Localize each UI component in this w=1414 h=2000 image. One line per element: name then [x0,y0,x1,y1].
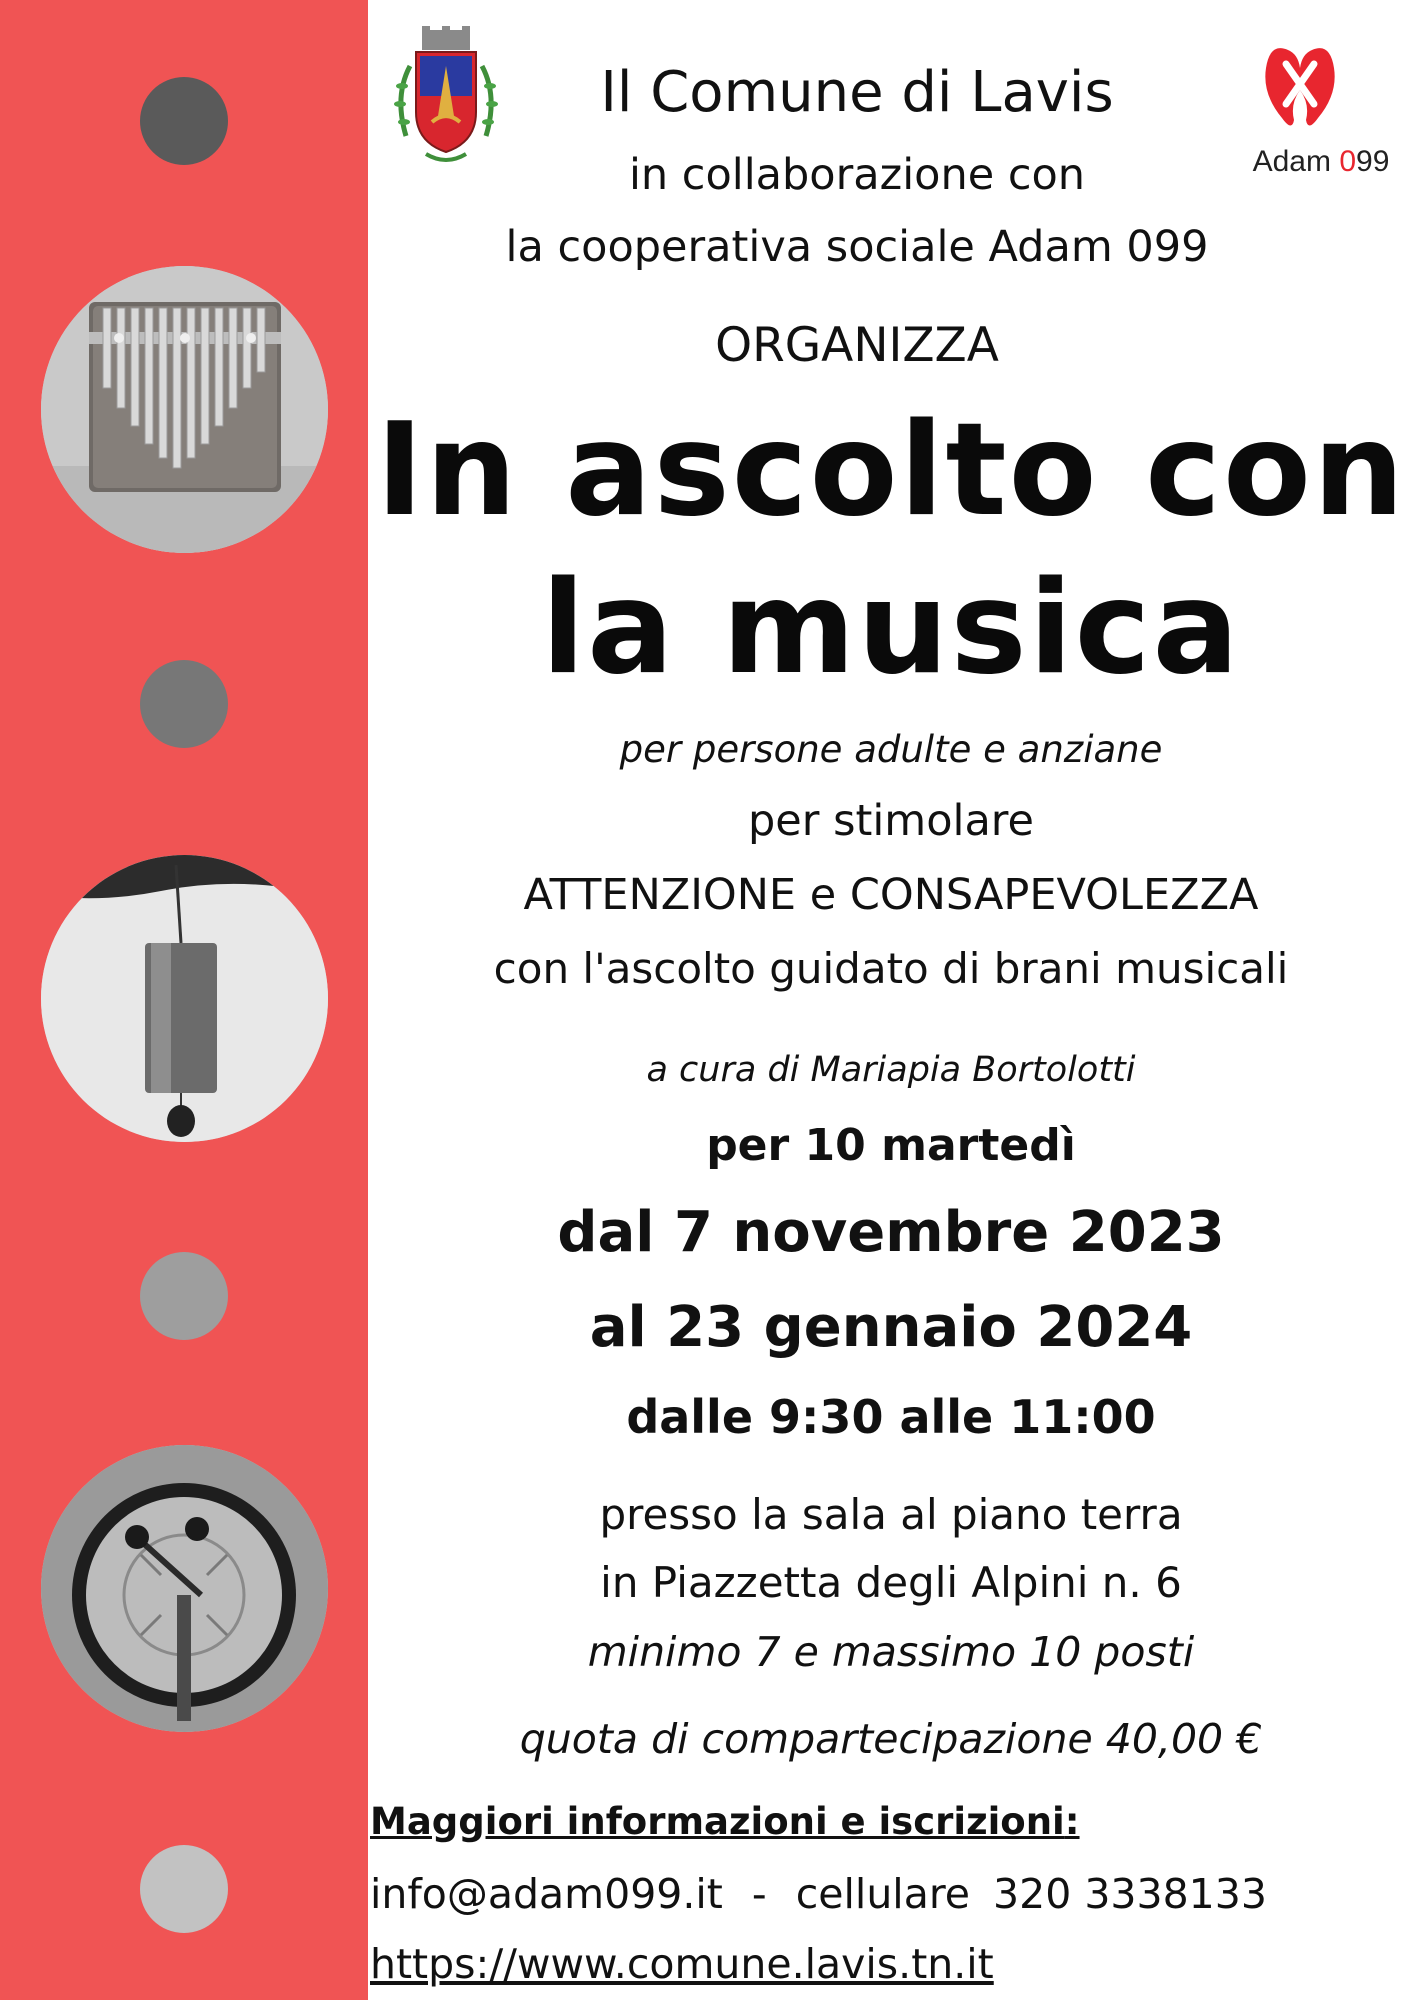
organizer-title: Il Comune di Lavis [600,60,1114,125]
decorative-dot [140,660,228,748]
phone-label: cellulare [795,1870,970,1918]
tongue-drum-photo [41,1445,328,1732]
info-heading-text: Maggiori informazioni e iscrizioni [370,1800,1065,1843]
side-band [0,0,368,2000]
audience-line: per persone adulte e anziane [619,728,1163,771]
info-heading-colon: : [1064,1800,1080,1843]
email-link[interactable]: info@adam099.it [370,1870,723,1918]
wind-chime-icon [41,855,328,1142]
schedule-start: dal 7 novembre 2023 [557,1200,1225,1265]
adam099-wordmark-accent: 0 [1339,145,1357,178]
venue-capacity: minimo 7 e massimo 10 posti [587,1628,1195,1676]
curator-line: a cura di Mariapia Bortolotti [646,1050,1136,1090]
partner-line: la cooperativa sociale Adam 099 [505,222,1209,272]
purpose-focus: ATTENZIONE e CONSAPEVOLEZZA [523,870,1259,920]
kalimba-photo [41,266,328,553]
schedule-hours: dalle 9:30 alle 11:00 [626,1390,1156,1444]
event-title-line-2: la musica [541,554,1241,703]
decorative-dot [140,1845,228,1933]
schedule-end: al 23 gennaio 2024 [589,1295,1193,1360]
venue-room: presso la sala al piano terra [599,1490,1183,1539]
phone-number: 320 3338133 [993,1870,1267,1918]
website-link[interactable]: https://www.comune.lavis.tn.it [370,1940,994,1988]
participation-fee: quota di compartecipazione 40,00 € [519,1715,1263,1763]
adam099-wordmark-suffix: 99 [1356,145,1390,178]
tongue-drum-icon [41,1445,328,1732]
organizes-label: ORGANIZZA [715,318,999,373]
adam099-wordmark-prefix: Adam [1252,145,1340,178]
purpose-method: con l'ascolto guidato di brani musicali [493,944,1289,993]
venue-address: in Piazzetta degli Alpini n. 6 [600,1558,1182,1607]
event-title [368,392,1414,708]
collaboration-line: in collaborazione con [628,150,1086,200]
kalimba-icon [41,266,328,553]
decorative-dot [140,77,228,165]
chime-photo [41,855,328,1142]
contact-line [370,1870,1267,1918]
contact-separator: - [751,1870,767,1918]
event-title-line-1: In ascolto con [375,396,1407,545]
decorative-dot [140,1252,228,1340]
schedule-frequency: per 10 martedì [706,1120,1076,1171]
info-heading [370,1800,1080,1843]
purpose-intro: per stimolare [748,796,1034,846]
